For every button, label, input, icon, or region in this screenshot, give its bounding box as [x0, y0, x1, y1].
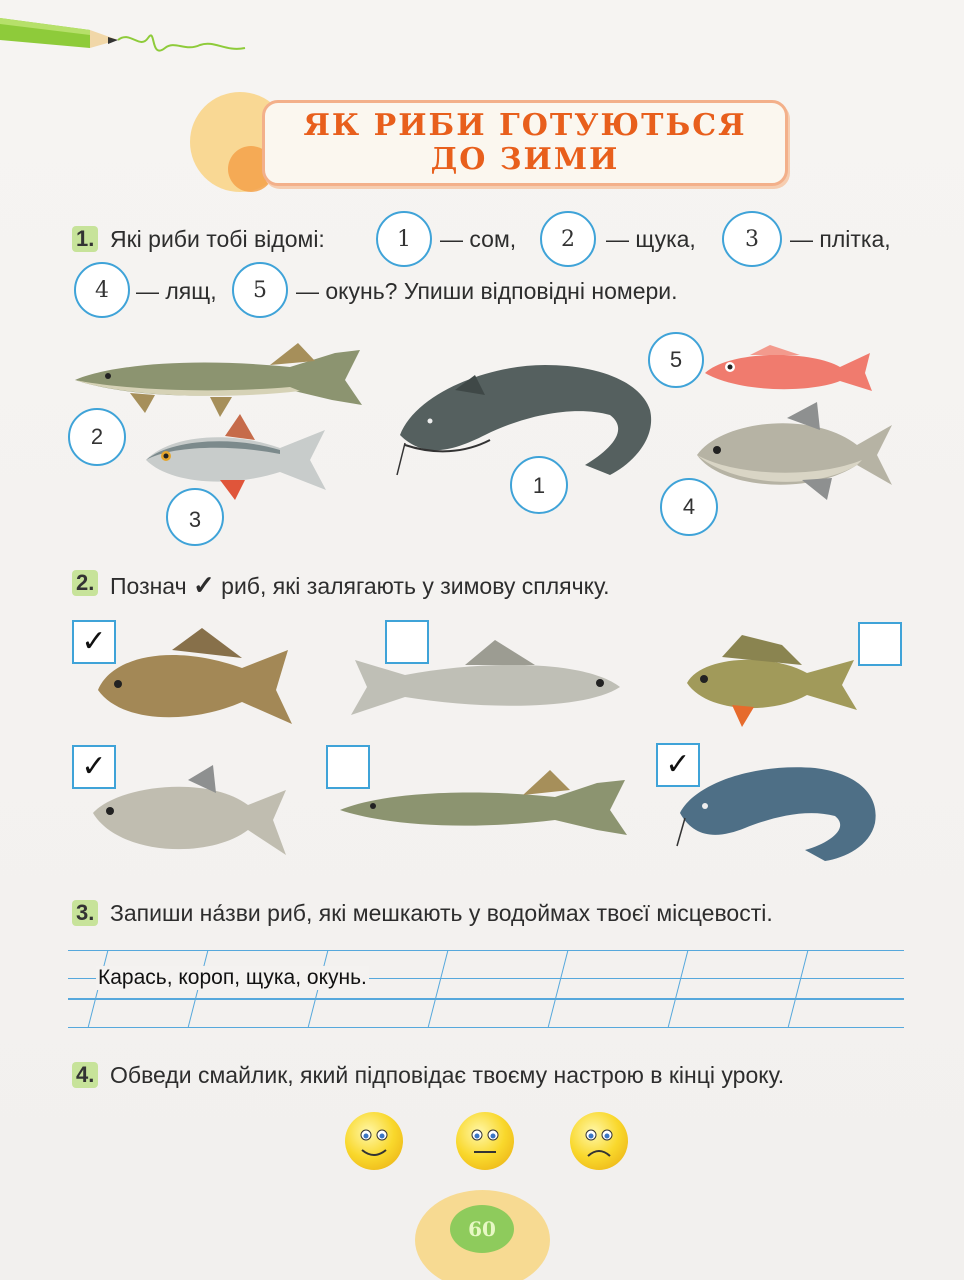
- checkbox-pike[interactable]: [326, 745, 370, 789]
- legend-label-2: — щука,: [606, 226, 696, 252]
- task2-text-b: риб, які залягають у зимову сплячку.: [221, 573, 610, 599]
- answer-circle-bream[interactable]: 4: [660, 478, 718, 536]
- legend-label-4: — лящ,: [136, 278, 217, 304]
- checkbox-catfish[interactable]: ✓: [656, 743, 700, 787]
- perch-image: [682, 635, 862, 730]
- checkbox-carp[interactable]: ✓: [72, 620, 116, 664]
- legend-label-1: — сом,: [440, 226, 517, 252]
- legend-circle-4: 4: [74, 262, 130, 318]
- task4-number: 4.: [72, 1062, 106, 1088]
- task1-number: 1.: [72, 226, 106, 252]
- legend-circle-1: 1: [376, 211, 432, 267]
- answer-circle-roach[interactable]: 3: [166, 488, 224, 546]
- legend-label-3: — плітка,: [790, 226, 891, 252]
- catfish-2-image: [675, 758, 880, 863]
- checkbox-perch[interactable]: [858, 622, 902, 666]
- task4-text: Обведи смайлик, який підповідає твоєму настрою в кінці уроку.: [110, 1062, 785, 1088]
- pencil-decoration-icon: [0, 0, 260, 70]
- answer-circle-pike[interactable]: 2: [68, 408, 126, 466]
- legend-circle-3: 3: [722, 211, 782, 267]
- task3-text: Запиши на́зви риб, які мешкають у водоймах твоєї місцевості.: [110, 900, 773, 926]
- checkbox-bream[interactable]: ✓: [72, 745, 116, 789]
- bream-2-image: [88, 765, 293, 865]
- task2-text-a: Познач: [110, 573, 187, 599]
- smiley-neutral-icon[interactable]: [456, 1112, 514, 1170]
- task2-text: [110, 570, 610, 601]
- title-line-1: ЯК РИБИ ГОТУЮТЬСЯ: [303, 108, 747, 143]
- task3-answer[interactable]: Карась, короп, щука, окунь.: [98, 966, 367, 989]
- answer-circle-catfish[interactable]: 1: [510, 456, 568, 514]
- bream-image: [692, 400, 902, 500]
- smiley-sad-icon[interactable]: [570, 1112, 628, 1170]
- checkbox-zander[interactable]: [385, 620, 429, 664]
- carp-image: [92, 628, 297, 728]
- check-mark-icon: ✓: [192, 570, 215, 600]
- task3-number: 3.: [72, 900, 106, 926]
- pike-2-image: [335, 765, 630, 855]
- answer-circle-red-fish[interactable]: 5: [648, 332, 704, 388]
- roach-image: [140, 410, 330, 500]
- page-title: [262, 100, 788, 186]
- task1-text: Які риби тобі відомі:: [110, 226, 325, 252]
- task2-number: 2.: [72, 570, 106, 596]
- legend-label-5: — окунь? Упиши відповідні номери.: [296, 278, 678, 304]
- smiley-happy-icon[interactable]: [345, 1112, 403, 1170]
- red-fish-image: [700, 345, 875, 395]
- page-number: 60: [450, 1205, 514, 1253]
- legend-circle-2: 2: [540, 211, 596, 267]
- title-line-2: ДО ЗИМИ: [430, 142, 620, 177]
- legend-circle-5: 5: [232, 262, 288, 318]
